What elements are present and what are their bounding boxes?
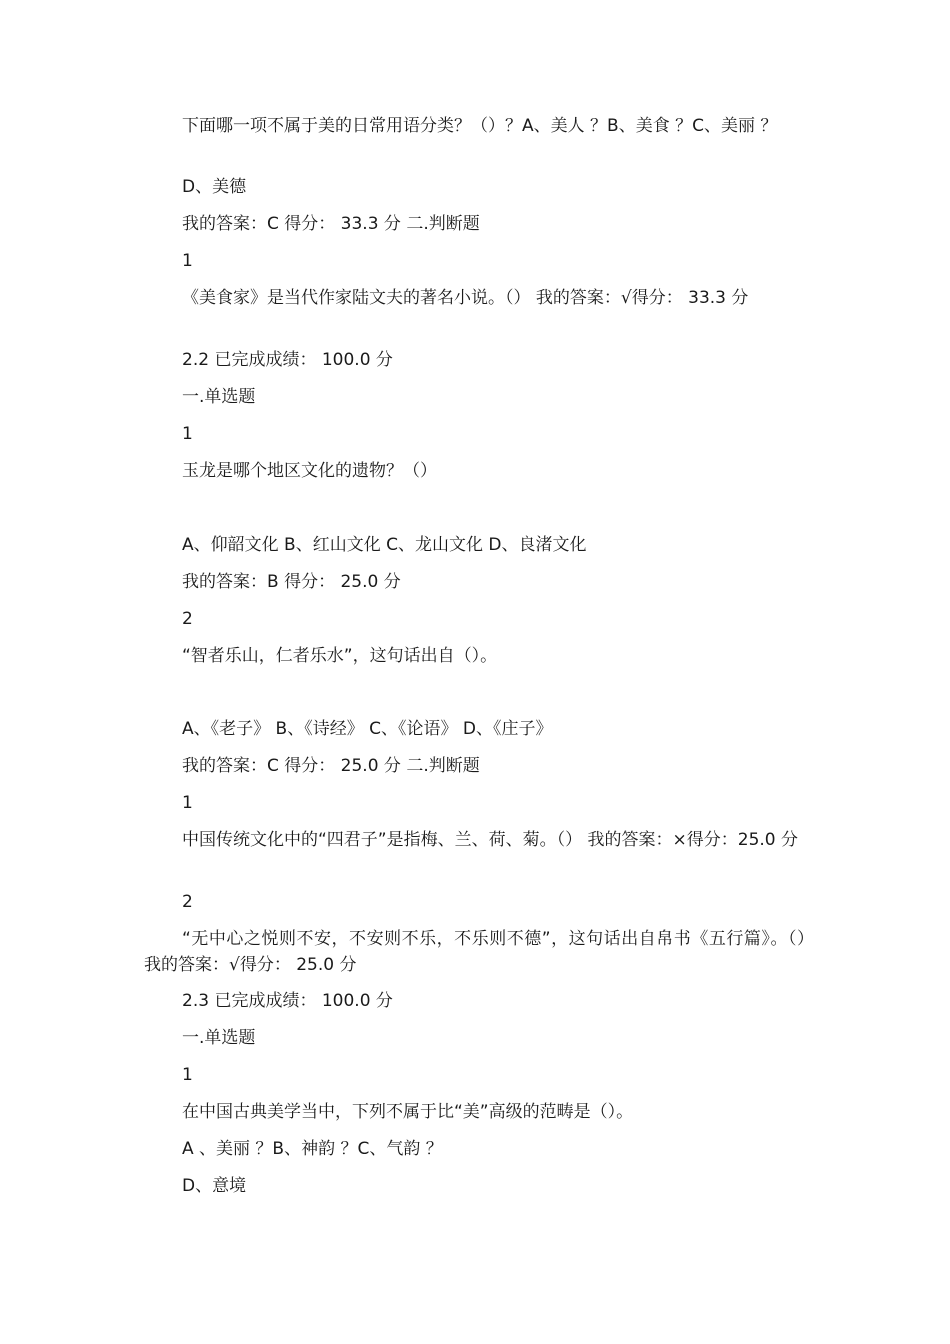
question-number: 1 (182, 1065, 193, 1085)
section-type: 一.单选题 (182, 387, 256, 407)
question-text: 玉龙是哪个地区文化的遗物？（） (182, 461, 437, 481)
section-header: 2.2 已完成成绩： 100.0 分 (182, 350, 393, 370)
question-number: 1 (182, 251, 193, 271)
question-number: 1 (182, 424, 193, 444)
question-text: “智者乐山，仁者乐水”，这句话出自（）。 (182, 646, 498, 666)
options-line: A 、美丽 ？B、神韵 ？C、气韵 ？ (182, 1139, 443, 1159)
question-number: 2 (182, 892, 193, 912)
answer-line: 我的答案：C 得分： 33.3 分 二.判断题 (182, 214, 480, 234)
question-number: 1 (182, 793, 193, 813)
question-text: 下面哪一项不属于美的日常用语分类？（）？A、美人 ？B、美食 ？C、美丽 ？ (182, 116, 778, 136)
question-text: 在中国古典美学当中，下列不属于比“美”高级的范畴是（）。 (182, 1102, 634, 1122)
option-text: D、意境 (182, 1176, 247, 1196)
judgment-question: 中国传统文化中的“四君子”是指梅、兰、荷、菊。（） 我的答案：×得分：25.0 分 (182, 830, 799, 850)
section-header: 2.3 已完成成绩： 100.0 分 (182, 991, 393, 1011)
option-text: D、美德 (182, 177, 247, 197)
options-line: A、《老子》 B、《诗经》 C、《论语》 D、《庄子》 (182, 719, 553, 739)
options-line: A、仰韶文化 B、红山文化 C、龙山文化 D、良渚文化 (182, 535, 587, 555)
judgment-question: 《美食家》是当代作家陆文夫的著名小说。（） 我的答案：√得分： 33.3 分 (182, 288, 749, 308)
section-type: 一.单选题 (182, 1028, 256, 1048)
question-number: 2 (182, 609, 193, 629)
judgment-question: “无中心之悦则不安，不安则不乐，不乐则不德”，这句话出自帛书《五行篇》。（） 我的答案：√得分： 25.0 分 (144, 929, 814, 975)
answer-line: 我的答案：B 得分： 25.0 分 (182, 572, 401, 592)
answer-line: 我的答案：C 得分： 25.0 分 二.判断题 (182, 756, 480, 776)
